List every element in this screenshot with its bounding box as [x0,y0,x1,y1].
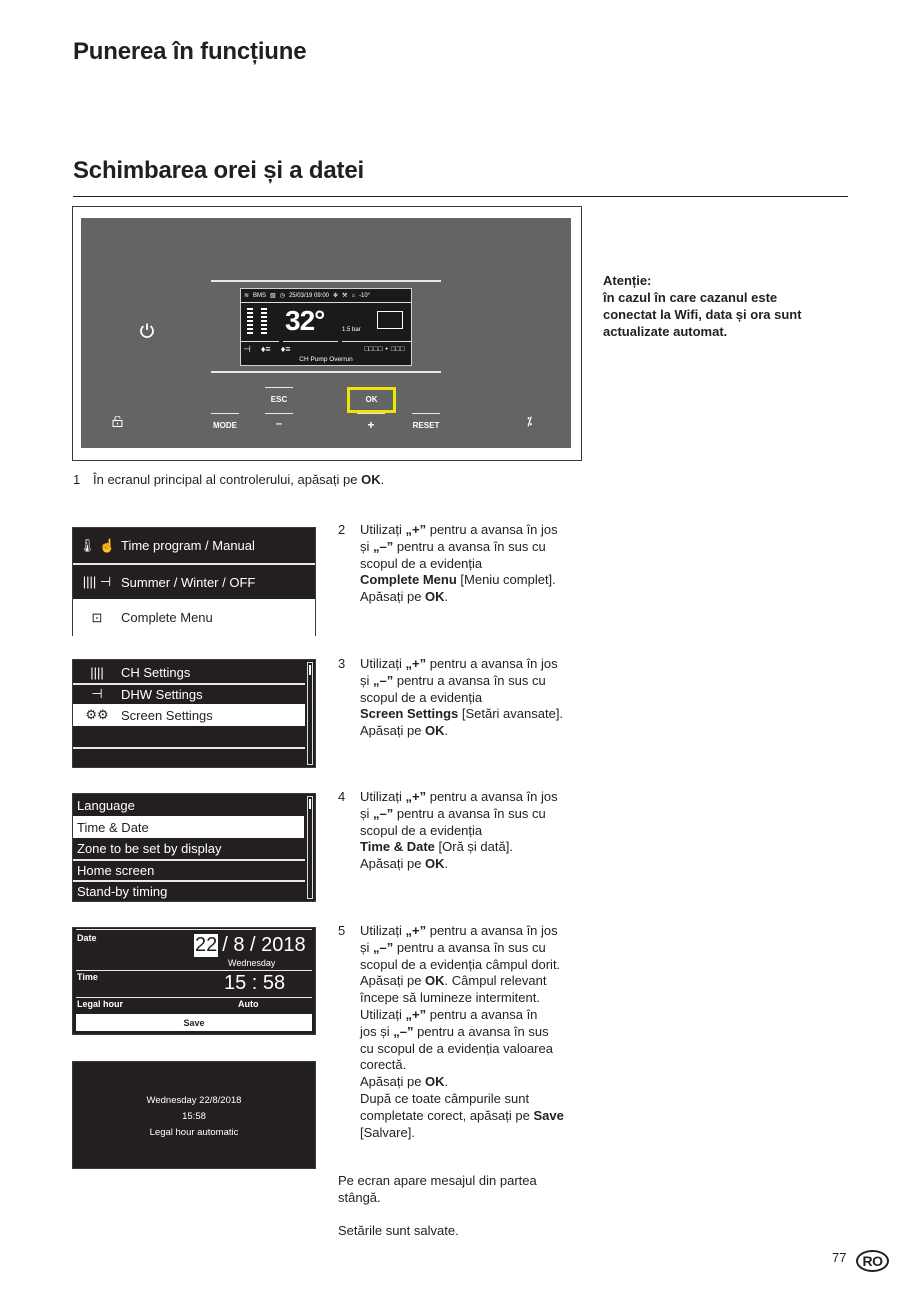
step-text: Utilizați [360,522,406,537]
plus-key-ref: „+” [405,923,427,938]
thermometer-hand-icon: 🌡 ☝ [78,537,116,553]
step-text: [Setări avansate]. [458,706,564,722]
step-text: scopul de a evidenția câmpul dorit. [360,956,561,972]
date-day-field[interactable]: 22 [195,934,218,956]
step-text: completate corect, apăsați pe [360,1107,534,1123]
minus-line [265,413,293,414]
menu-divider [76,970,312,971]
mode-line [211,413,239,414]
pump-icon [377,311,403,329]
lcd-digits: □□□□ • □□□ [364,346,405,353]
wifi-icon: ≋ [244,293,250,299]
step-text: Utilizați [360,1006,406,1022]
step-text: și [360,805,373,821]
section-divider [73,196,848,197]
ok-key-ref: OK [425,1074,445,1090]
legal-hour-value[interactable]: Auto [238,999,259,1009]
step-text: . [380,472,385,487]
plus-key-ref: „+” [405,1006,427,1022]
step-text: Apăsați pe [360,856,426,872]
wrench-icon: ⚒ [342,293,348,299]
menu-item-label: DHW Settings [121,686,203,702]
step-text: pentru a avansa în sus cu [393,538,546,554]
menu-divider [76,929,312,930]
step-text: pentru a avansa în [426,1006,538,1022]
page-number: 77 [832,1250,847,1265]
menu-item-ch-settings[interactable] [73,662,315,682]
menu-item-label: Time & Date [77,819,149,835]
tap-icon: ⊣ [91,686,103,701]
outdoor-temp: -10° [359,292,371,299]
radiator-tap-icon: |||| ⊣ [82,574,112,589]
lock-icon[interactable] [112,416,123,427]
step-text: și [360,672,373,688]
menu-item-label: Screen Settings [121,707,213,723]
menu-item-language[interactable] [73,795,315,816]
wifi-off-icon[interactable]: ⁒ [527,416,532,428]
menu-item-dhw-settings[interactable] [73,684,315,704]
menu-item-home-screen[interactable] [73,860,315,880]
step-text: pentru a avansa în jos [426,656,558,671]
flame-zone1-icon: ♦≡ [260,344,271,354]
menu-item-label: Summer / Winter / OFF [121,574,256,590]
step-text: pentru a avansa în jos [426,522,558,537]
lcd-mode-icons [243,344,291,355]
step-text: pentru a avansa în jos [426,789,558,804]
step-number: 4 [338,789,346,804]
step-text: [Meniu complet]. [456,572,556,588]
dhw-level-icon [261,308,267,336]
scroll-thumb[interactable] [309,799,311,809]
date-value [194,934,306,957]
step-text: Utilizați [360,923,406,938]
minus-key-ref: „–” [373,538,394,554]
clock-icon: ◷ [279,293,285,299]
menu-item-screen-settings[interactable] [73,704,305,726]
lcd-display [240,288,412,366]
menu-item-label: Stand-by timing [77,883,168,899]
step-text: începe să lumineze intermitent. [360,990,540,1006]
lcd-divider [342,341,412,342]
confirmation-message [73,1093,315,1141]
step-text: scopul de a evidenția [360,689,483,705]
ok-key-ref: OK [425,856,445,872]
note-body: în cazul în care cazanul este conectat la Wifi, data și ora sunt actualizate automat. [603,290,802,339]
house-icon: ⌂ [351,292,356,299]
save-button[interactable]: Save [76,1014,312,1031]
step-text: corectă. [360,1057,407,1073]
minus-key-ref: „–” [373,672,394,688]
step-target: Complete Menu [360,572,457,588]
step-bold: OK [361,472,381,487]
step-text: Apăsați pe [360,723,426,739]
mode-button[interactable]: MODE [213,421,237,430]
step-text: și [360,538,373,554]
step-text: scopul de a evidenția [360,822,483,838]
time-label: Time [77,972,98,982]
time-value[interactable]: 15 : 58 [224,972,286,994]
power-icon[interactable] [139,322,155,338]
step-text: Apăsați pe [360,589,426,605]
confirmation-screen [72,1061,316,1169]
menu-item-time-program[interactable] [73,528,315,563]
step-text: . [444,589,449,605]
ok-key-ref: OK [425,589,445,605]
step-4 [338,789,588,873]
step-text: În ecranul principal al controlerului, apăsați pe [93,472,362,487]
step-text: . [444,1074,449,1090]
menu-item-complete-menu[interactable] [73,599,315,636]
menu-item-label: Home screen [77,862,155,878]
confirmation-date: Wednesday 22/8/2018 [146,1095,242,1106]
step-number: 2 [338,522,346,537]
minus-key-ref: „–” [373,939,394,955]
step-target: Time & Date [360,839,435,855]
menu-item-label: Language [77,798,135,813]
step-text: pentru a avansa în jos [426,923,558,938]
menu-item-zone[interactable] [73,838,315,859]
plus-button[interactable]: + [367,418,375,432]
step-text: Apăsați pe [360,973,426,989]
date-rest[interactable]: / 8 / 2018 [222,934,306,956]
main-menu-screen [72,527,316,636]
step-text: Utilizați [360,656,406,671]
confirmation-legal-hour: Legal hour automatic [149,1127,239,1138]
ok-button[interactable]: OK [365,395,378,404]
reset-line [412,413,440,414]
lcd-divider [241,341,279,342]
step-text: pentru a avansa în sus [413,1023,549,1039]
plus-key-ref: „+” [405,789,427,804]
snowflake-icon: ✻ [333,293,339,299]
complete-menu-icon: ⊡ [91,609,103,625]
step-text: pentru a avansa în sus cu [393,805,546,821]
step-3 [338,656,588,740]
ok-key-ref: OK [425,723,445,739]
menu-item-time-date[interactable] [73,816,304,838]
weekday: Wednesday [228,958,276,968]
menu-item-label: Complete Menu [121,610,213,625]
section-title: Schimbarea orei și a datei [73,157,364,184]
after-save-text: Pe ecran apare mesajul din partea stângă. [338,1173,537,1205]
plus-line [357,413,385,414]
step-text: jos și [360,1023,394,1039]
scroll-thumb[interactable] [309,665,311,675]
step-text: . Câmpul relevant [444,973,547,989]
complete-menu-screen [72,659,316,768]
step-text: pentru a avansa în sus cu [393,939,546,955]
step-number: 3 [338,656,346,671]
tap-icon: ⊣ [243,344,251,354]
display-bottom-line [211,371,441,373]
flame-zone2-icon: ♦≡ [280,344,291,354]
time-date-screen [72,927,316,1035]
save-key-ref: Save [533,1107,564,1123]
step-text: După ce toate câmpurile sunt [360,1090,530,1106]
minus-key-ref: „–” [393,1023,414,1039]
lcd-temperature: 32° [285,305,325,336]
gears-icon: ⚙⚙ [85,707,109,722]
lcd-datetime: 25/03/19 09:00 [288,292,330,299]
step-text: [Salvare]. [360,1124,415,1140]
step-target: Screen Settings [360,706,459,722]
menu-divider [73,747,305,749]
step-number: 1 [73,472,81,487]
menu-item-standby-timing[interactable] [73,881,315,901]
scrollbar[interactable] [307,662,313,765]
step-2 [338,522,588,606]
settings-saved-text: Setările sunt salvate. [338,1223,459,1238]
lcd-divider [283,341,338,342]
note-title: Atenție: [603,273,652,288]
menu-item-summer-winter[interactable] [73,565,315,599]
lcd-status-message: CH Pump Overrun [299,356,353,363]
step-text: [Oră și dată]. [434,839,513,855]
screen-settings-screen [72,793,316,902]
date-label: Date [77,933,97,943]
step-text: Utilizați [360,789,406,804]
plus-key-ref: „+” [405,522,427,537]
step-text: . [444,856,449,872]
menu-item-label: CH Settings [121,664,191,680]
step-text: și [360,939,373,955]
step-1 [73,472,384,487]
step-5 [338,923,588,1141]
language-badge: RO [856,1250,889,1272]
plus-key-ref: „+” [405,656,427,671]
lcd-pressure: 1.5 bar [342,327,361,333]
menu-divider [76,997,312,998]
menu-item-label: Zone to be set by display [77,841,222,856]
minus-button[interactable]: – [275,418,283,430]
display-top-line [211,280,441,282]
controller-panel [81,218,571,448]
esc-button[interactable]: ESC [270,395,288,404]
ok-key-ref: OK [425,973,445,989]
confirmation-time: 15:58 [182,1111,206,1122]
minus-key-ref: „–” [373,805,394,821]
lcd-status-bar [241,289,411,303]
esc-line [265,387,293,388]
page-title: Punerea în funcțiune [73,38,307,65]
step-text: cu scopul de a evidenția valoarea [360,1040,553,1056]
map-icon: ▧ [270,293,276,299]
legal-hour-label: Legal hour [77,999,124,1009]
step-text: Apăsați pe [360,1074,426,1090]
radiator-level-icon [247,308,253,336]
step-text: . [444,723,449,739]
step-text: scopul de a evidenția [360,555,483,571]
radiator-icon: |||| [90,664,104,680]
scrollbar[interactable] [307,796,313,899]
attention-note [603,272,833,340]
step-text: pentru a avansa în sus cu [393,672,546,688]
bms-label: BMS [253,292,267,299]
reset-button[interactable]: RESET [412,421,440,430]
step-number: 5 [338,923,346,938]
menu-item-label: Time program / Manual [121,538,255,553]
